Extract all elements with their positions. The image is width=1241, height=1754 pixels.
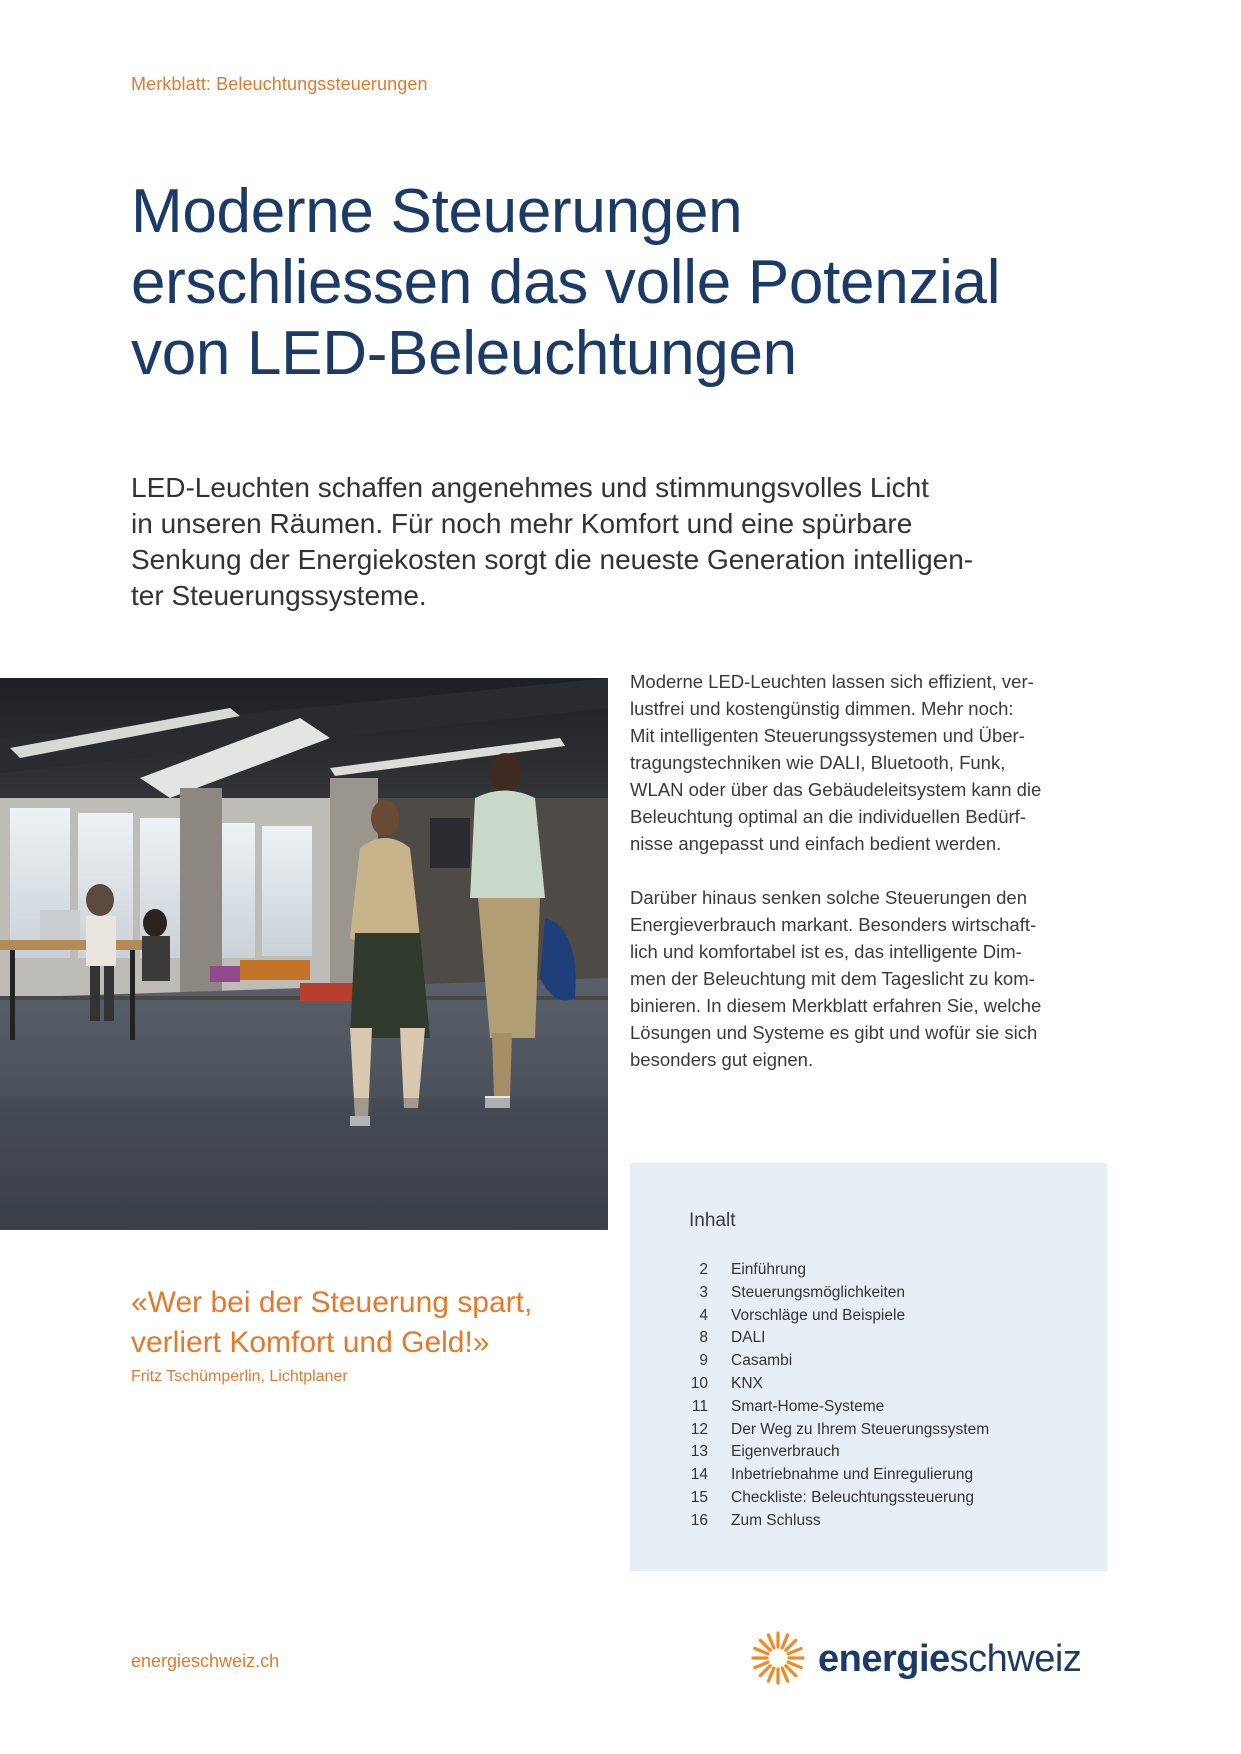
sun-ray bbox=[788, 1662, 801, 1667]
logo-regular: schweiz bbox=[949, 1638, 1082, 1680]
toc-page-number: 3 bbox=[699, 1283, 708, 1301]
toc-page-number: 12 bbox=[690, 1420, 708, 1438]
toc-label: KNX bbox=[731, 1374, 763, 1392]
toc-item bbox=[689, 1464, 989, 1487]
page-title bbox=[131, 176, 1131, 389]
sun-ray bbox=[760, 1666, 770, 1676]
toc-page-number: 9 bbox=[699, 1352, 708, 1370]
body-line: lich und komfortabel ist es, das intelligente Dim- bbox=[630, 941, 1022, 962]
toc-label: Smart-Home-Systeme bbox=[731, 1397, 885, 1415]
toc-item bbox=[689, 1487, 989, 1510]
body-line: nisse angepasst und einfach bedient werden. bbox=[630, 833, 1002, 854]
body-line: WLAN oder über das Gebäudeleitsystem kann die bbox=[630, 779, 1042, 800]
toc-label: Vorschläge und Beispiele bbox=[731, 1306, 906, 1324]
footer-link[interactable]: energieschweiz.ch bbox=[131, 1651, 280, 1671]
body-paragraph bbox=[630, 884, 1110, 1073]
toc-label: DALI bbox=[731, 1329, 766, 1347]
title-line: erschliessen das volle Potenzial bbox=[131, 248, 1001, 317]
toc-item bbox=[689, 1396, 989, 1419]
lead-paragraph bbox=[131, 470, 1121, 614]
sun-ray bbox=[755, 1648, 768, 1653]
toc-page-number: 10 bbox=[690, 1374, 708, 1392]
body-paragraph bbox=[630, 668, 1110, 857]
toc-item bbox=[689, 1510, 989, 1533]
sun-ray bbox=[768, 1668, 773, 1681]
energieschweiz-logo bbox=[750, 1630, 1110, 1690]
toc-item bbox=[689, 1350, 989, 1373]
document-kicker: Merkblatt: Beleuchtungssteuerungen bbox=[131, 74, 428, 94]
toc-page-number: 4 bbox=[699, 1306, 708, 1324]
toc-label: Checkliste: Beleuchtungssteuerung bbox=[731, 1488, 974, 1506]
toc-label: Der Weg zu Ihrem Steuerungssystem bbox=[731, 1420, 990, 1438]
body-line: besonders gut eignen. bbox=[630, 1049, 814, 1070]
sun-ray bbox=[786, 1666, 796, 1676]
body-line: men der Beleuchtung mit dem Tageslicht zu kom- bbox=[630, 968, 1035, 989]
body-line: lustfrei und kostengünstig dimmen. Mehr noch: bbox=[630, 698, 1014, 719]
quote-author: Fritz Tschümperlin, Lichtplaner bbox=[131, 1368, 348, 1385]
toc-page-number: 2 bbox=[699, 1261, 708, 1278]
quote-line: verliert Komfort und Geld!» bbox=[131, 1326, 490, 1359]
toc-page-number: 13 bbox=[690, 1443, 708, 1461]
body-line: Energieverbrauch markant. Besonders wirtschaft- bbox=[630, 914, 1037, 935]
toc-label: Casambi bbox=[731, 1352, 793, 1370]
sun-ray bbox=[788, 1648, 801, 1653]
pull-quote bbox=[131, 1283, 532, 1363]
lead-line: ter Steuerungssysteme. bbox=[131, 580, 427, 611]
toc-item bbox=[689, 1419, 989, 1442]
toc-page-number: 16 bbox=[690, 1511, 708, 1529]
toc-item bbox=[689, 1259, 989, 1282]
lead-line: in unseren Räumen. Für noch mehr Komfort und eine spürbare bbox=[131, 508, 913, 539]
toc-page-number: 15 bbox=[690, 1488, 708, 1506]
logo-bold: energie bbox=[818, 1638, 950, 1680]
sun-ray bbox=[768, 1635, 773, 1648]
toc-list bbox=[689, 1259, 989, 1533]
body-line: Darüber hinaus senken solche Steuerungen den bbox=[630, 887, 1028, 908]
body-line: Mit intelligenten Steuerungssystemen und Über- bbox=[630, 725, 1025, 746]
sun-ray bbox=[755, 1662, 768, 1667]
body-line: tragungstechniken wie DALI, Bluetooth, Funk, bbox=[630, 752, 1006, 773]
sun-rays-icon bbox=[750, 1630, 806, 1686]
office-photo bbox=[0, 678, 608, 1230]
table-of-contents bbox=[630, 1163, 1107, 1571]
sun-ray bbox=[760, 1640, 770, 1650]
sun-ray bbox=[782, 1635, 787, 1648]
toc-item bbox=[689, 1327, 989, 1350]
toc-label: Zum Schluss bbox=[731, 1511, 821, 1529]
quote-line: «Wer bei der Steuerung spart, bbox=[131, 1286, 533, 1319]
toc-label: Inbetriebnahme und Einregulierung bbox=[731, 1466, 974, 1484]
toc-item bbox=[689, 1305, 989, 1328]
toc-item bbox=[689, 1441, 989, 1464]
toc-title: Inhalt bbox=[689, 1210, 736, 1231]
toc-label: Steuerungsmöglichkeiten bbox=[731, 1283, 906, 1301]
body-line: Lösungen und Systeme es gibt und wofür sie sich bbox=[630, 1022, 1038, 1043]
lead-line: Senkung der Energiekosten sorgt die neueste Generation intelligen- bbox=[131, 544, 974, 575]
toc-page-number: 8 bbox=[699, 1329, 708, 1347]
toc-page-number: 14 bbox=[690, 1466, 708, 1484]
body-line: Moderne LED-Leuchten lassen sich effizient, ver- bbox=[630, 671, 1034, 692]
toc-page-number: 11 bbox=[691, 1397, 708, 1415]
body-line: Beleuchtung optimal an die individuellen Bedürf- bbox=[630, 806, 1026, 827]
lead-line: LED-Leuchten schaffen angenehmes und stimmungsvolles Licht bbox=[131, 472, 929, 503]
logo-wordmark bbox=[818, 1637, 1081, 1681]
toc-item bbox=[689, 1373, 989, 1396]
title-line: Moderne Steuerungen bbox=[131, 177, 743, 246]
body-line: binieren. In diesem Merkblatt erfahren Sie, welche bbox=[630, 995, 1042, 1016]
toc-item bbox=[689, 1282, 989, 1305]
sun-ray bbox=[786, 1640, 796, 1650]
body-text bbox=[630, 668, 1110, 1100]
toc-label: Eigenverbrauch bbox=[731, 1443, 840, 1461]
title-line: von LED-Beleuchtungen bbox=[131, 319, 797, 388]
toc-label: Einführung bbox=[731, 1261, 806, 1278]
sun-ray bbox=[782, 1668, 787, 1681]
